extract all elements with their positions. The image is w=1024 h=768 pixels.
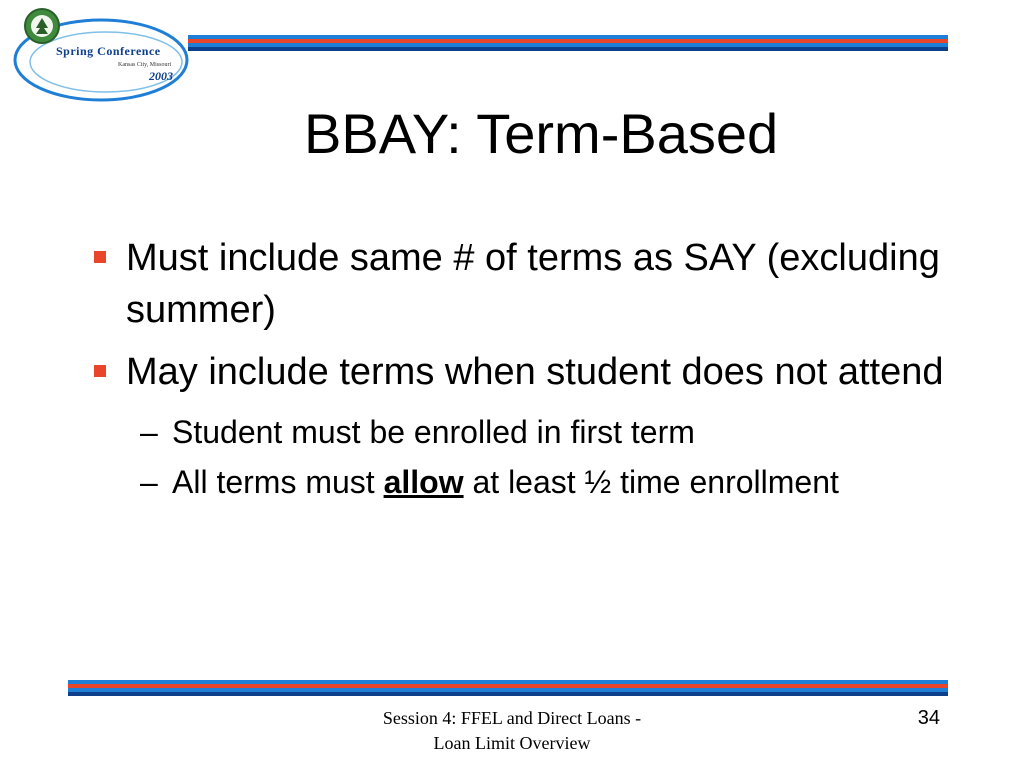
sub-bullet-item: [90, 458, 950, 506]
footer-stripe: [68, 680, 948, 696]
logo-year: 2003: [149, 69, 173, 83]
slide-title: BBAY: Term-Based: [304, 102, 779, 165]
square-bullet-icon: [94, 251, 106, 263]
logo-location: Kansas City, Missouri: [118, 62, 172, 68]
slide-number: 34: [917, 707, 940, 729]
bullet-item: [90, 346, 950, 398]
conference-logo: [6, 4, 192, 104]
sub-bullet-text: All terms must allow at least ½ time enrollment: [172, 464, 839, 500]
bullet-text: May include terms when student does not attend: [126, 351, 944, 393]
footer-line-2: Loan Limit Overview: [433, 733, 591, 753]
dash-marker: –: [140, 464, 158, 500]
header-stripe: [188, 35, 948, 51]
sub-bullet-item: [90, 408, 950, 456]
bullet-item: [90, 232, 950, 336]
sub-bullet-text: Student must be enrolled in first term: [172, 414, 695, 450]
seal-icon: [25, 9, 59, 43]
footer-caption: [340, 706, 684, 756]
dash-marker: –: [140, 414, 158, 450]
logo-name: Spring Conference: [56, 44, 161, 58]
emphasis-word: allow: [383, 464, 464, 500]
square-bullet-icon: [94, 365, 106, 377]
footer-line-1: Session 4: FFEL and Direct Loans -: [382, 708, 642, 728]
bullet-list: [90, 232, 950, 506]
bullet-text: Must include same # of terms as SAY (excluding summer): [126, 237, 940, 331]
